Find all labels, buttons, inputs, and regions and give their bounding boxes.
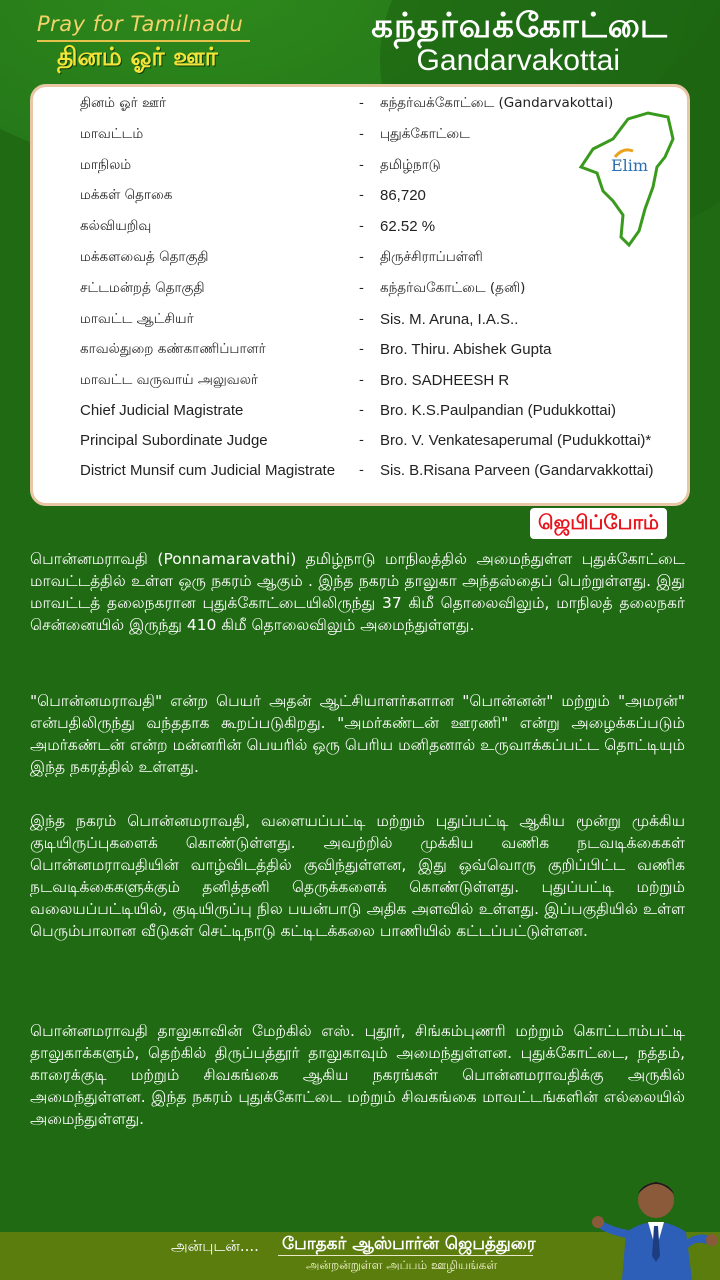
info-row [80,432,690,462]
info-value: தமிழ்நாடு [380,157,441,173]
info-row [80,402,690,432]
info-row [80,187,690,217]
footer-thanks: அன்புடன்.... [171,1237,259,1255]
info-row [80,249,690,279]
info-separator: - [359,187,364,203]
info-separator: - [359,95,364,111]
info-separator: - [359,402,364,418]
info-label: மக்கள் தொகை [80,187,173,203]
info-label: District Munsif cum Judicial Magistrate [80,462,336,479]
info-label: மக்களவைத் தொகுதி [80,249,209,265]
dinam-oor-oor: தினம் ஓர் ஊர் [57,42,218,71]
footer-pastor-name: போதகர் ஆஸ்பார்ன் ஜெபத்துரை [282,1234,536,1254]
pray-for-tamilnadu: Pray for Tamilnadu [37,12,244,36]
info-label: சட்டமன்றத் தொகுதி [80,280,205,296]
paragraph-3: இந்த நகரம் பொன்னமராவதி, வளையப்பட்டி மற்றும் புதுப்பட்டி ஆகிய மூன்று முக்கிய குடியிருப்புகளைக் கொண்டுள்ளது. அவற்றில் முக்கிய வணிக நடவடிக்கைகள் பொன்னமராவதியின் வாழ்விடத்தில் குவிந்துள்ளன, இது ஒவ்வொரு குறிப்பிட்ட வணிக நடவடிக்கைகளுக்கும் தனித்தனி தெருக்களைக் கொண்டுள்ளது. புதுப்பட்டி மற்றும் வலையப்பட்டியில், குடியிருப்பு நில பயன்பாடு அதிக அளவில் உள்ளது. இப்பகுதியில் உள்ள பெரும்பாலான வீடுகள் செட்டிநாடு கட்டிடக்கலை பாணியில் கட்டப்பட்டுள்ளன. [30,812,685,940]
info-value: 62.52 % [380,218,436,235]
info-label: மாவட்ட ஆட்சியர் [80,311,194,327]
info-row [80,372,690,402]
pastor-photo [592,1160,720,1280]
footer-divider [278,1255,533,1256]
info-row [80,280,690,310]
info-separator: - [359,218,364,234]
info-separator: - [359,462,364,478]
info-row [80,311,690,341]
info-value: Bro. Thiru. Abishek Gupta [380,341,552,358]
paragraph-1: பொன்னமராவதி (Ponnamaravathi) தமிழ்நாடு மாநிலத்தில் அமைந்துள்ள புதுக்கோட்டை மாவட்டத்தில் உள்ள ஒரு நகரம் ஆகும் . இந்த நகரம் தாலுகா அந்தஸ்தைப் பெற்றுள்ளது. இது மாவட்டத் தலைநகரான புதுக்கோட்டையிலிருந்து 37 கிமீ தொலைவிலும், மாநிலத் தலைநகர் சென்னையில் இருந்து 410 கிமீ தொலைவிலும் அமைந்துள்ளது. [30,550,685,634]
info-separator: - [359,249,364,265]
info-row [80,126,690,156]
info-label: Chief Judicial Magistrate [80,402,244,419]
town-title-tamil: கந்தர்வக்கோட்டை [371,6,668,46]
info-value: கந்தர்வகோட்டை (தனி) [380,280,526,296]
elim-logo-text: Elim [611,156,649,175]
paragraph-2: "பொன்னமராவதி" என்ற பெயர் அதன் ஆட்சியாளர்களான "பொன்னன்" மற்றும் "அமரன்" என்பதிலிருந்து வந்ததாக கூறப்படுகிறது. "அமர்கண்டன் ஊரணி" என்று அழைக்கப்படும் அமர்கண்டன் என்ற மன்னரின் பெயரில் ஒரு பெரிய மனிதனால் உருவாக்கப்பட்ட தொட்டியும் இந்த நகரத்தில் உள்ளது. [30,692,685,776]
info-label: தினம் ஓர் ஊர் [80,95,167,111]
info-label: மாநிலம் [80,157,132,173]
info-separator: - [359,432,364,448]
info-row [80,95,690,125]
info-value: Bro. SADHEESH R [380,372,510,389]
info-label: காவல்துறை கண்காணிப்பாளர் [80,341,266,357]
info-separator: - [359,341,364,357]
paragraph-4: பொன்னமராவதி தாலுகாவின் மேற்கில் எஸ். புதூர், சிங்கம்புணரி மற்றும் கொட்டாம்பட்டி தாலுகாக்களும், தெற்கில் திருப்பத்தூர் தாலுகாவும் அமைந்துள்ளன. புதுக்கோட்டை, நத்தம், காரைக்குடி மற்றும் சிவகங்கை ஆகிய நகரங்கள் பொன்னமராவதிக்கு அருகில் அமைந்துள்ளன. இந்த நகரம் புதுக்கோட்டை மற்றும் சிவகங்கை மாவட்டங்களின் எல்லையில் அமைந்துள்ளது. [30,1022,685,1128]
info-value: Bro. V. Venkatesaperumal (Pudukkottai)* [380,432,652,449]
info-value: கந்தர்வக்கோட்டை (Gandarvakottai) [380,95,614,111]
info-value: Sis. M. Aruna, I.A.S.. [380,311,519,328]
info-separator: - [359,280,364,296]
info-separator: - [359,311,364,327]
info-separator: - [359,372,364,388]
info-row [80,218,690,248]
town-title-english: Gandarvakottai [416,44,620,77]
info-value: புதுக்கோட்டை [380,126,470,142]
info-value: 86,720 [380,187,426,204]
info-separator: - [359,126,364,142]
info-label: மாவட்டம் [80,126,144,142]
info-label: கல்வியறிவு [80,218,152,234]
jebippom-label: ஜெபிப்போம் [530,508,667,539]
info-label: Principal Subordinate Judge [80,432,268,449]
info-row [80,341,690,371]
footer-ministry: அன்றன்றுள்ள அப்பம் ஊழியங்கள் [306,1258,498,1272]
info-row [80,157,690,187]
info-value: Bro. K.S.Paulpandian (Pudukkottai) [380,402,616,419]
info-row [80,462,690,492]
info-separator: - [359,157,364,173]
info-value: Sis. B.Risana Parveen (Gandarvakkottai) [380,462,654,479]
info-value: திருச்சிராப்பள்ளி [380,249,483,265]
info-label: மாவட்ட வருவாய் அலுவலர் [80,372,258,388]
